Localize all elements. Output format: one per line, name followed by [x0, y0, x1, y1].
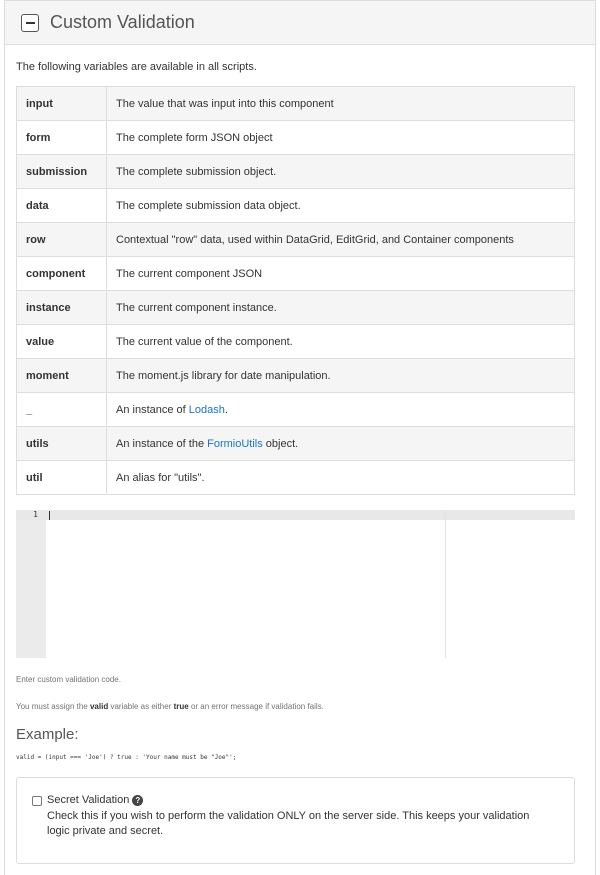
variable-row: [17, 291, 575, 325]
variable-row: [17, 155, 575, 189]
variable-row: [17, 257, 575, 291]
variable-row: [17, 121, 575, 155]
variable-row: [17, 461, 575, 495]
panel-title: Custom Validation: [50, 12, 195, 32]
doc-link[interactable]: FormioUtils: [207, 437, 263, 450]
secret-validation-box: [16, 777, 575, 864]
question-circle-icon[interactable]: ?: [132, 795, 143, 806]
variable-row: [17, 189, 575, 223]
variable-row: [17, 325, 575, 359]
secret-validation-checkbox[interactable]: [32, 796, 42, 806]
variable-row: [17, 87, 575, 121]
variable-name: component: [17, 257, 107, 291]
variable-name: moment: [17, 359, 107, 393]
variable-name: input: [17, 87, 107, 121]
variable-description: An instance of the FormioUtils object.: [107, 427, 575, 461]
doc-link[interactable]: Lodash: [188, 403, 225, 416]
variable-name: data: [17, 189, 107, 223]
enter-code-hint: Enter custom validation code.: [16, 675, 121, 684]
variable-description: Contextual "row" data, used within DataGrid, EditGrid, and Container components: [107, 223, 575, 257]
editor-gutter: [16, 510, 46, 658]
variable-name: utils: [17, 427, 107, 461]
variables-table: [16, 86, 575, 495]
variable-row: [17, 359, 575, 393]
variable-description: The moment.js library for date manipulation.: [107, 359, 575, 393]
variable-description: An instance of Lodash.: [107, 393, 575, 427]
variable-name: row: [17, 223, 107, 257]
variable-description: The value that was input into this component: [107, 87, 575, 121]
intro-text: The following variables are available in all scripts.: [16, 61, 257, 73]
variable-name: submission: [17, 155, 107, 189]
variable-name: value: [17, 325, 107, 359]
variable-description: The complete submission data object.: [107, 189, 575, 223]
secret-validation-label[interactable]: Secret Validation ?: [47, 794, 143, 806]
variable-description: An alias for "utils".: [107, 461, 575, 495]
collapse-icon[interactable]: [21, 14, 39, 32]
variable-name: instance: [17, 291, 107, 325]
variable-row: [17, 427, 575, 461]
print-margin: [445, 510, 446, 658]
variable-row: [17, 223, 575, 257]
example-code: valid = (input === 'Joe') ? true : 'Your name must be "Joe"';: [16, 754, 237, 761]
example-title: Example:: [16, 726, 79, 743]
panel-heading[interactable]: [5, 1, 595, 45]
variable-row: [17, 393, 575, 427]
variable-name: form: [17, 121, 107, 155]
variable-description: The current value of the component.: [107, 325, 575, 359]
variable-description: The complete form JSON object: [107, 121, 575, 155]
text-cursor: [49, 511, 50, 520]
variable-description: The complete submission object.: [107, 155, 575, 189]
variable-description: The current component JSON: [107, 257, 575, 291]
assign-hint: You must assign the valid variable as either true or an error message if validation fails.: [16, 702, 324, 711]
line-number: 1: [33, 510, 38, 519]
variable-name: util: [17, 461, 107, 495]
variable-description: The current component instance.: [107, 291, 575, 325]
active-line: [16, 510, 575, 520]
code-editor[interactable]: [16, 510, 575, 658]
secret-validation-description: Check this if you wish to perform the validation ONLY on the server side. This keeps your validation logic private and secret.: [47, 810, 530, 837]
variable-name: _: [17, 393, 107, 427]
